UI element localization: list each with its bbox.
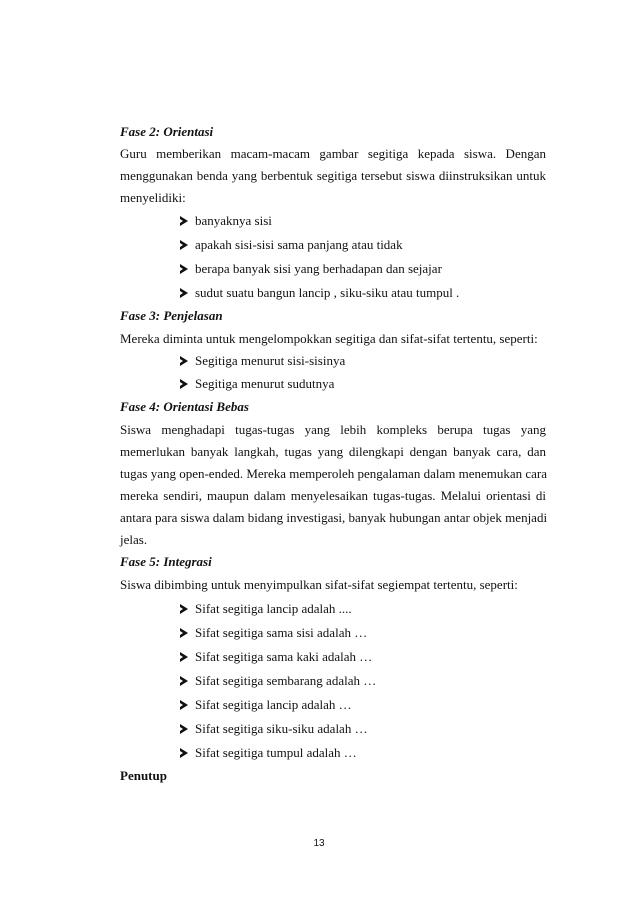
fase2-line-3: menyelidiki: <box>120 190 186 205</box>
list-item: Sifat segitiga tumpul adalah … <box>180 745 357 761</box>
list-item: Sifat segitiga sembarang adalah … <box>180 673 376 689</box>
arrow-bullet-icon <box>180 748 188 758</box>
fase2-line-1: Guru memberikan macam-macam gambar segitiga kepada siswa. Dengan <box>120 146 546 161</box>
fase4-line-1: Siswa menghadapi tugas-tugas yang lebih kompleks berupa tugas yang <box>120 422 546 437</box>
fase3-heading: Fase 3: Penjelasan <box>120 308 223 323</box>
list-item: Sifat segitiga siku-siku adalah … <box>180 721 368 737</box>
fase4-line-5: antara para siswa dalam bidang investigasi, banyak hubungan antar objek menjadi <box>120 510 548 525</box>
fase4-line-6: jelas. <box>120 532 148 547</box>
arrow-bullet-icon <box>180 288 188 298</box>
page-number: 13 <box>313 838 325 849</box>
fase2-heading: Fase 2: Orientasi <box>120 124 214 139</box>
list-item: Segitiga menurut sisi-sisinya <box>180 353 345 369</box>
arrow-bullet-icon <box>180 264 188 274</box>
arrow-bullet-icon <box>180 724 188 734</box>
fase4-heading: Fase 4: Orientasi Bebas <box>120 399 249 414</box>
list-item: sudut suatu bangun lancip , siku-siku atau tumpul . <box>180 285 459 301</box>
fase5-heading: Fase 5: Integrasi <box>120 554 212 569</box>
arrow-bullet-icon <box>180 356 188 366</box>
arrow-bullet-icon <box>180 628 188 638</box>
list-item: Sifat segitiga lancip adalah .... <box>180 601 352 617</box>
fase4-line-4: mereka sendiri, maupun dalam menyelesaikan tugas-tugas. Melalui orientasi di <box>120 488 546 503</box>
fase5-line-1: Siswa dibimbing untuk menyimpulkan sifat-sifat segiempat tertentu, seperti: <box>120 577 518 592</box>
arrow-bullet-icon <box>180 676 188 686</box>
list-item: Segitiga menurut sudutnya <box>180 376 334 392</box>
arrow-bullet-icon <box>180 379 188 389</box>
arrow-bullet-icon <box>180 700 188 710</box>
list-item: Sifat segitiga sama sisi adalah … <box>180 625 367 641</box>
fase4-line-3: tugas yang open-ended. Mereka memperoleh pengalaman dalam menemukan cara <box>120 466 548 481</box>
arrow-bullet-icon <box>180 216 188 226</box>
fase3-line-1: Mereka diminta untuk mengelompokkan segitiga dan sifat-sifat tertentu, seperti: <box>120 331 538 346</box>
fase2-line-2: menggunakan benda yang berbentuk segitiga tersebut siswa diinstruksikan untuk <box>120 168 546 183</box>
penutup-heading: Penutup <box>120 768 167 783</box>
fase4-line-2: memerlukan banyak langkah, tugas yang dilengkapi dengan banyak cara, dan <box>120 444 546 459</box>
list-item: berapa banyak sisi yang berhadapan dan sejajar <box>180 261 442 277</box>
list-item: Sifat segitiga lancip adalah … <box>180 697 352 713</box>
list-item: apakah sisi-sisi sama panjang atau tidak <box>180 237 403 253</box>
arrow-bullet-icon <box>180 604 188 614</box>
list-item: banyaknya sisi <box>180 213 272 229</box>
arrow-bullet-icon <box>180 652 188 662</box>
list-item: Sifat segitiga sama kaki adalah … <box>180 649 372 665</box>
arrow-bullet-icon <box>180 240 188 250</box>
